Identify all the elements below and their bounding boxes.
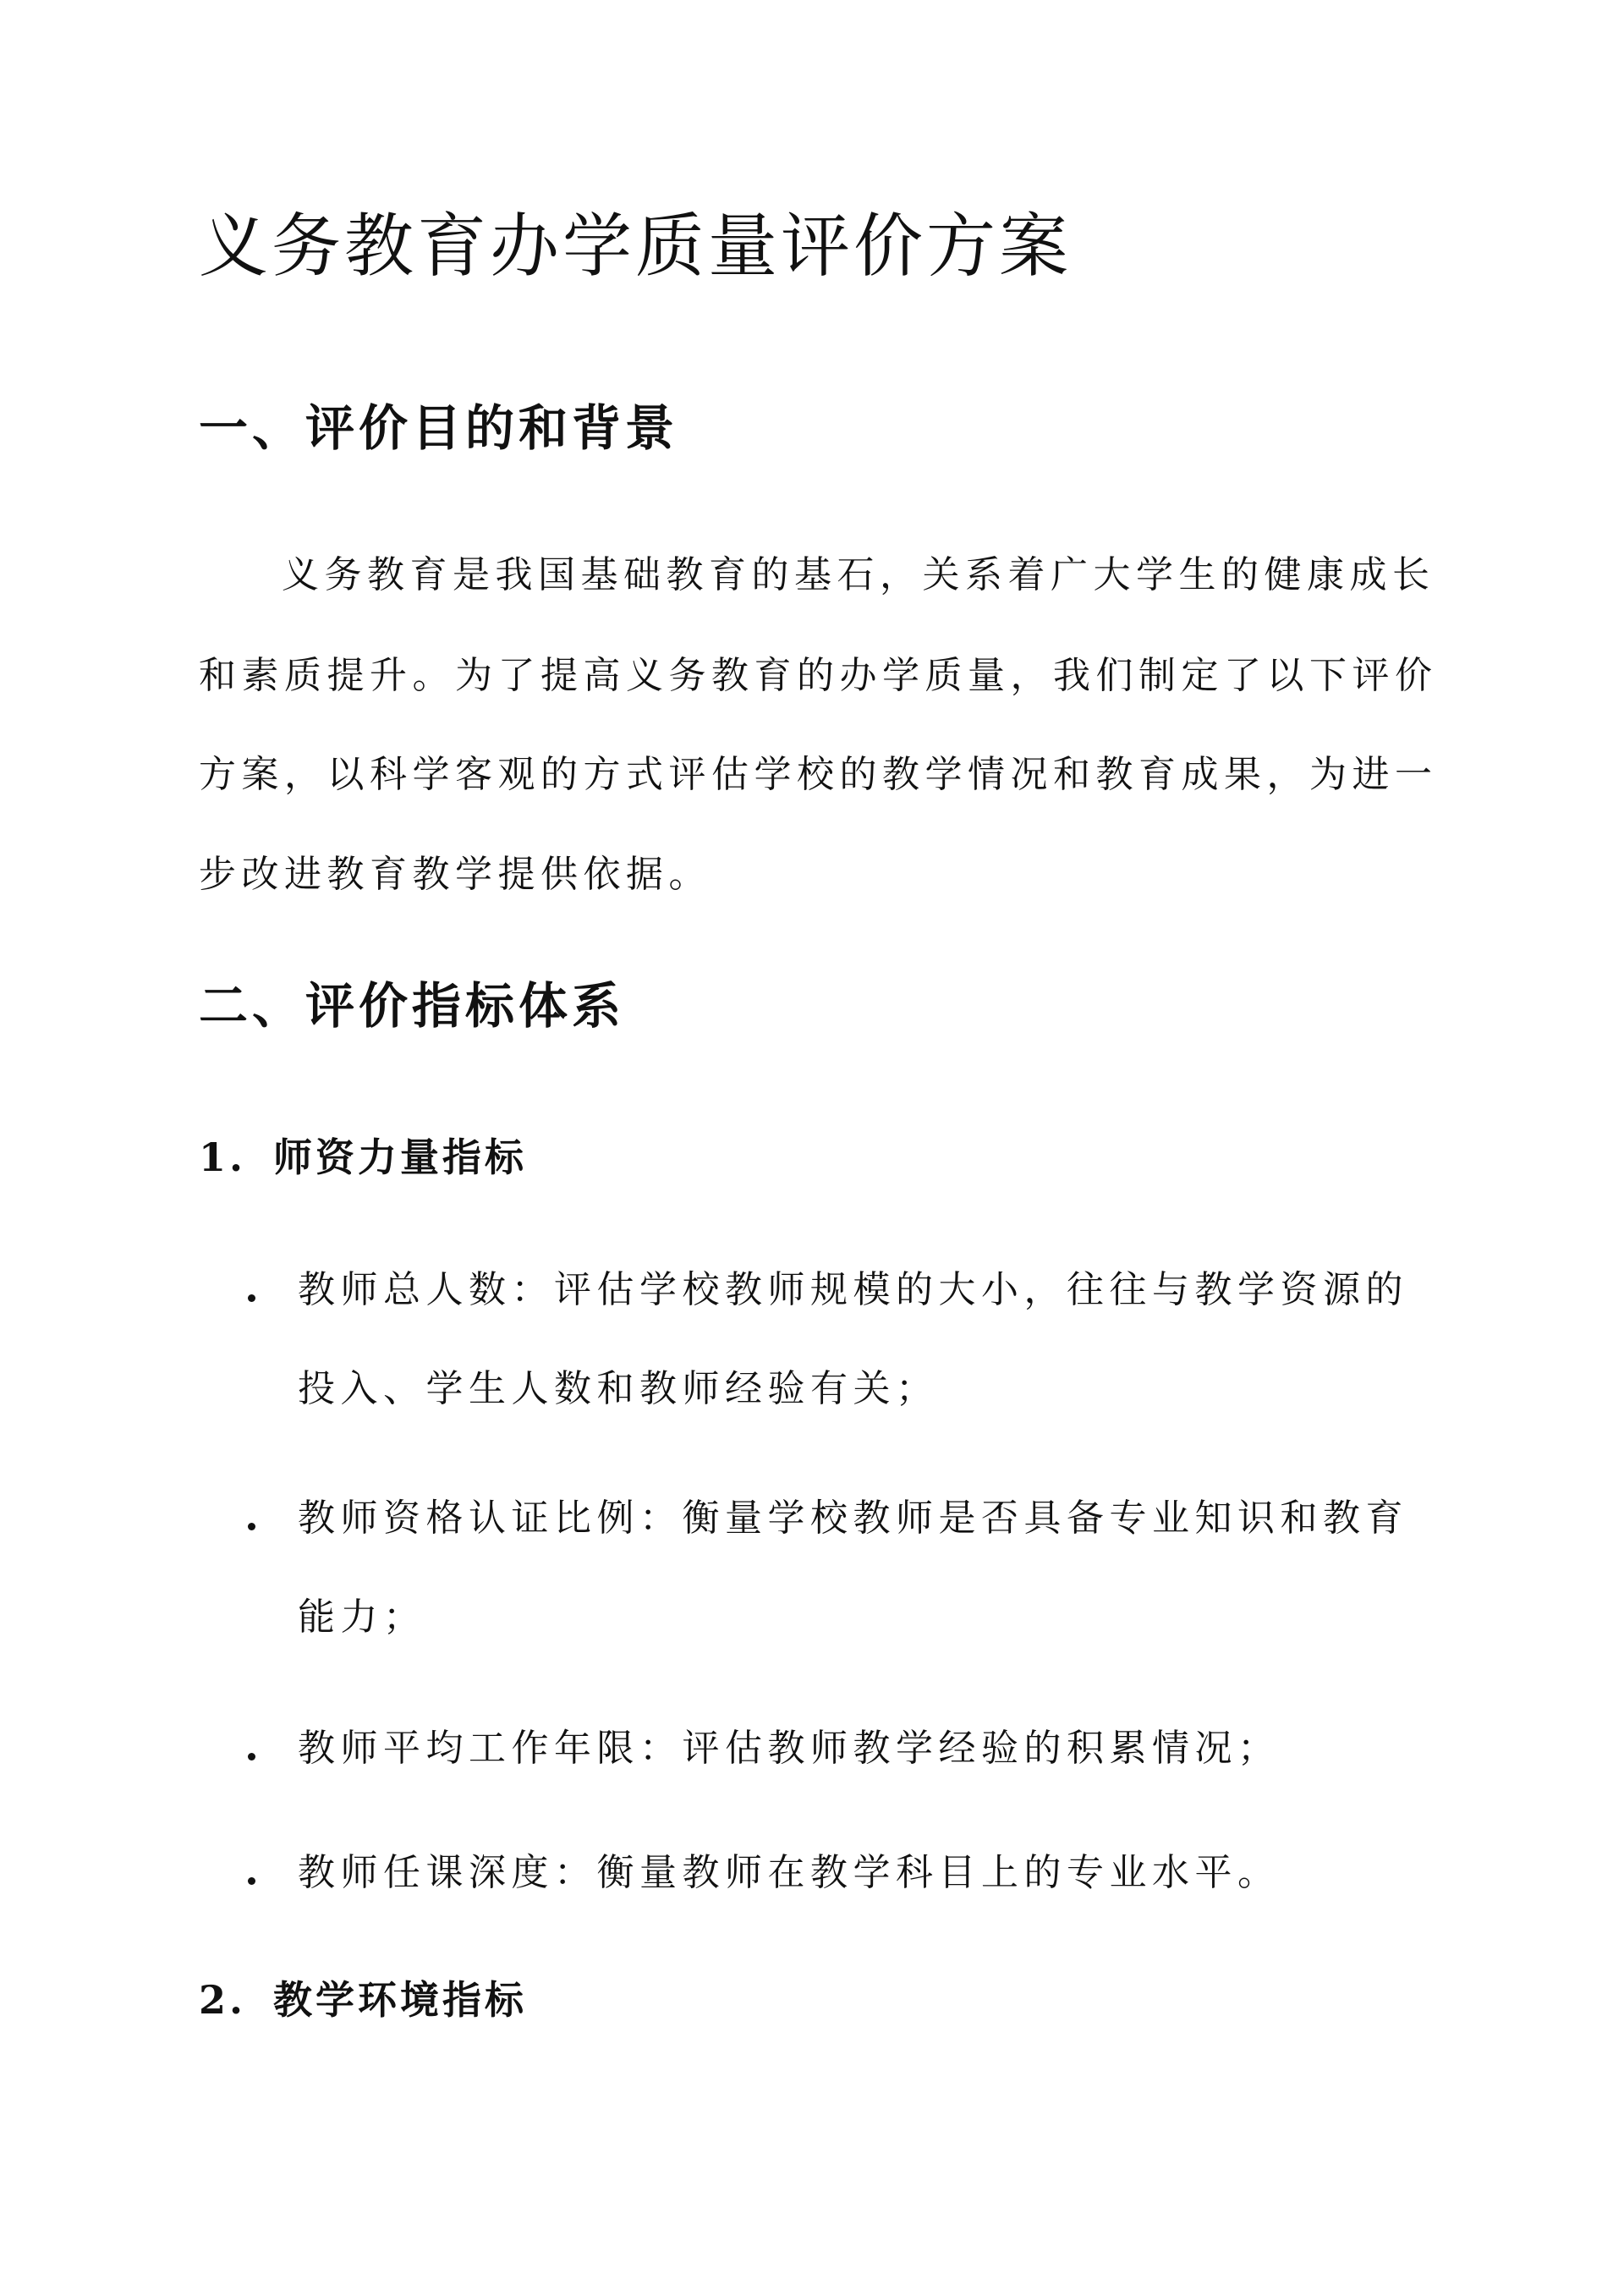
subsection-title: 教学环境指标 bbox=[273, 1977, 527, 2023]
paragraph-line: 方案，以科学客观的方式评估学校的教学情况和教育成果，为进一 bbox=[199, 753, 1438, 796]
list-item-line: 教师总人数：评估学校教师规模的大小，往往与教学资源的 bbox=[298, 1268, 1408, 1311]
section-heading-1: 一、评价目的和背景 bbox=[199, 399, 679, 457]
list-item-line: 教师任课深度：衡量教师在教学科目上的专业水平。 bbox=[298, 1851, 1281, 1894]
section-heading-2: 二、评价指标体系 bbox=[199, 977, 626, 1035]
list-item-line: 投入、学生人数和教师经验有关； bbox=[298, 1367, 939, 1410]
subsection-title: 师资力量指标 bbox=[273, 1134, 527, 1180]
paragraph-line: 步改进教育教学提供依据。 bbox=[199, 853, 711, 896]
bullet-dot bbox=[248, 1753, 255, 1760]
subsection-heading-2 bbox=[199, 1976, 527, 2024]
list-item-line: 教师资格认证比例：衡量学校教师是否具备专业知识和教育 bbox=[298, 1497, 1408, 1540]
subsection-number: 1. bbox=[199, 1134, 247, 1180]
document-title: 义务教育办学质量评价方案 bbox=[199, 206, 1073, 287]
bullet-dot bbox=[248, 1294, 255, 1302]
paragraph-line: 和素质提升。为了提高义务教育的办学质量，我们制定了以下评价 bbox=[199, 654, 1438, 697]
subsection-number: 2. bbox=[199, 1977, 247, 2023]
list-item-line: 教师平均工作年限：评估教师教学经验的积累情况； bbox=[298, 1727, 1281, 1770]
subsection-heading-1 bbox=[199, 1134, 527, 1181]
list-item-line: 能力； bbox=[298, 1596, 426, 1639]
bullet-dot bbox=[248, 1523, 255, 1530]
paragraph-line: 义务教育是我国基础教育的基石，关系着广大学生的健康成长 bbox=[282, 553, 1435, 596]
bullet-dot bbox=[248, 1877, 255, 1885]
